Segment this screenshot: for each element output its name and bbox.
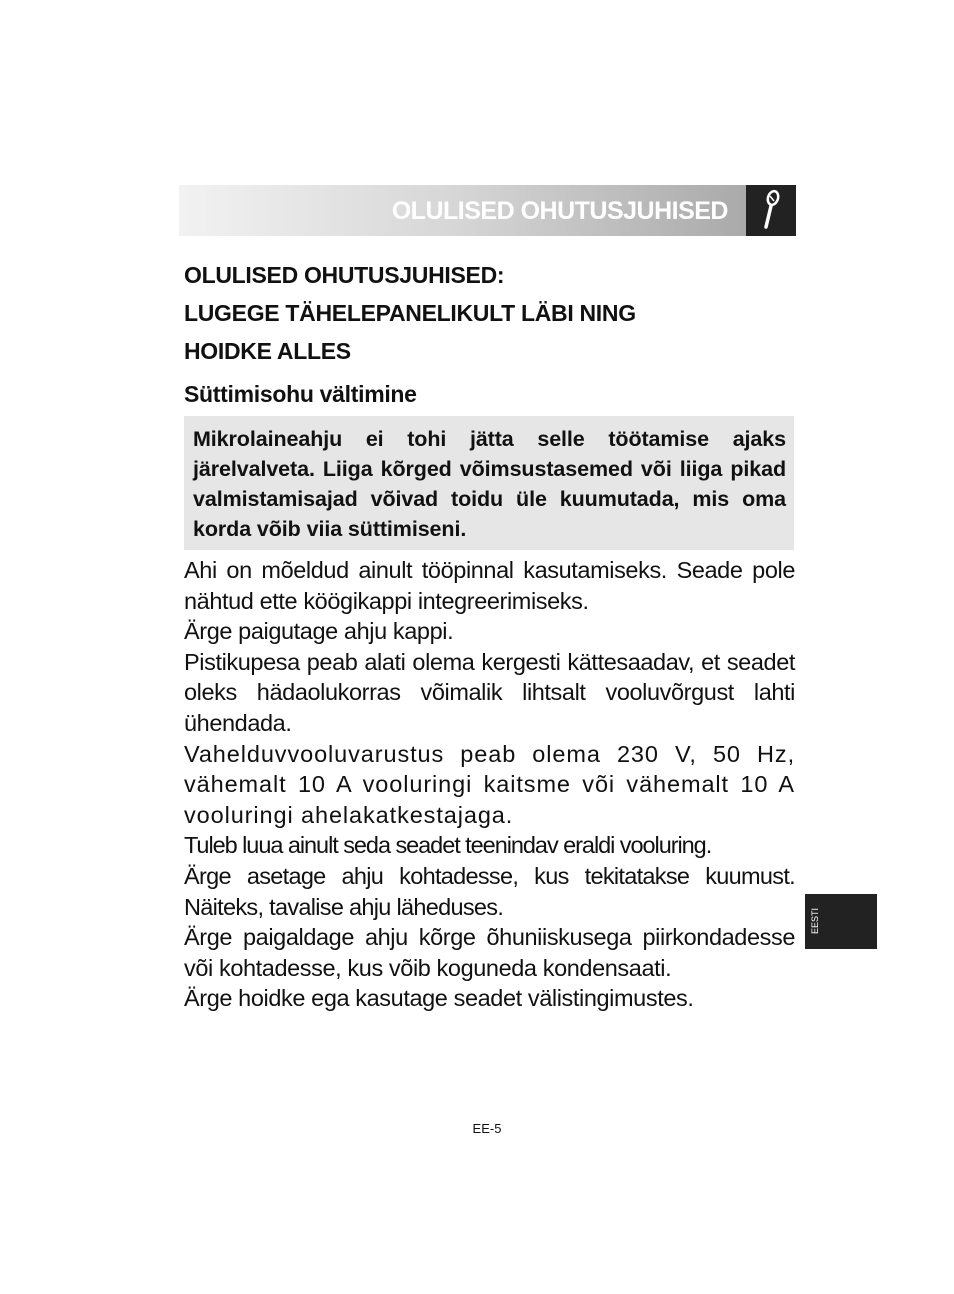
warning-box <box>184 416 794 550</box>
warning-text: Mikrolaineahju ei tohi jätta selle töötamise ajaks järelvalveta. Liiga kõrged võimsustasemed või liiga pikad valmistamisajad võivad toidu üle kuumutada, mis oma korda võib viia süttimiseni. <box>193 427 786 541</box>
header-icon-box <box>746 185 796 236</box>
body-paragraph: Vahelduvvooluvarustus peab olema 230 V, 50 Hz, vähemalt 10 A vooluringi kaitsme või vähemalt 10 A vooluringi ahelakatkestajaga. <box>184 740 795 828</box>
body-paragraph: Ärge paigaldage ahju kõrge õhuniiskusega piirkondadesse või kohtadesse, kus võib koguneda kondensaati. <box>184 924 795 981</box>
main-heading <box>184 256 794 370</box>
body-paragraph: Ärge paigutage ahju kappi. <box>184 618 454 645</box>
section-header-title: OLULISED OHUTUSJUHISED <box>391 197 728 225</box>
main-heading-line: HOIDKE ALLES <box>184 338 351 364</box>
body-paragraph: Tuleb luua ainult seda seadet teenindav eraldi vooluring. <box>184 832 712 859</box>
body-paragraph: Ärge hoidke ega kasutage seadet välistingimustes. <box>184 985 694 1012</box>
section-header-bar <box>179 185 796 236</box>
language-tab-label: EESTI <box>810 907 820 935</box>
section-heading: Süttimisohu vältimine <box>184 381 417 407</box>
page-number: EE-5 <box>472 1121 502 1136</box>
main-heading-line: LUGEGE TÄHELEPANELIKULT LÄBI NING <box>184 300 636 326</box>
body-paragraph: Ahi on mõeldud ainult tööpinnal kasutamiseks. Seade pole nähtud ette köögikappi integreerimiseks. <box>184 557 795 614</box>
main-heading-line: OLULISED OHUTUSJUHISED: <box>184 262 505 288</box>
body-paragraph: Ärge asetage ahju kohtadesse, kus tekitatakse kuumust. Näiteks, tavalise ahju läheduses. <box>184 862 795 920</box>
body-text <box>184 555 795 1014</box>
body-paragraph: Pistikupesa peab alati olema kergesti kättesaadav, et seadet oleks hädaolukorras võimalik lihtsalt vooluvõrgust lahti ühendada. <box>184 648 795 736</box>
safety-instruction-icon <box>746 185 796 236</box>
